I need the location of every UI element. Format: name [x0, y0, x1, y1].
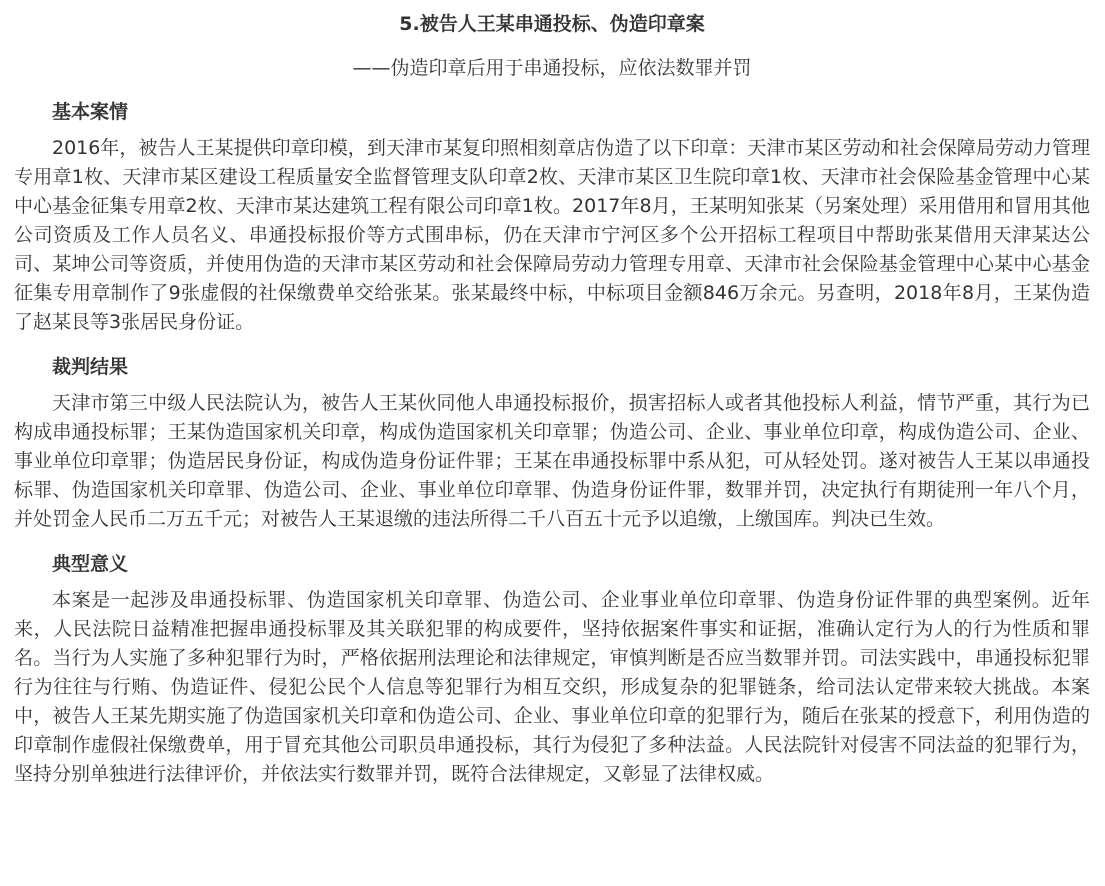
section-body-significance: 本案是一起涉及串通投标罪、伪造国家机关印章罪、伪造公司、企业事业单位印章罪、伪造身份证件罪的典型案例。近年来，人民法院日益精准把握串通投标罪及其关联犯罪的构成要件，坚持依据案件事实和证据，准确认定行为人的行为性质和罪名。当行为人实施了多种犯罪行为时，严格依据刑法理论和法律规定，审慎判断是否应当数罪并罚。司法实践中，串通投标犯罪行为往往与行贿、伪造证件、侵犯公民个人信息等犯罪行为相互交织，形成复杂的犯罪链条，给司法认定带来较大挑战。本案中，被告人王某先期实施了伪造国家机关印章和伪造公司、企业、事业单位印章的犯罪行为，随后在张某的授意下，利用伪造的印章制作虚假社保缴费单，用于冒充其他公司职员串通投标，其行为侵犯了多种法益。人民法院针对侵害不同法益的犯罪行为，坚持分别单独进行法律评价，并依法实行数罪并罚，既符合法律规定，又彰显了法律权威。 — [14, 589, 1090, 785]
section-heading-basic-facts: 基本案情 — [52, 101, 129, 123]
section-body-judgment: 天津市第三中级人民法院认为，被告人王某伙同他人串通投标报价，损害招标人或者其他投标人利益，情节严重，其行为已构成串通投标罪；王某伪造国家机关印章，构成伪造国家机关印章罪；伪造公司、企业、事业单位印章，构成伪造公司、企业、事业单位印章罪；伪造居民身份证，构成伪造身份证件罪；王某在串通投标罪中系从犯，可从轻处罚。遂对被告人王某以串通投标罪、伪造国家机关印章罪、伪造公司、企业、事业单位印章罪、伪造身份证件罪，数罪并罚，决定执行有期徒刑一年八个月，并处罚金人民币二万五千元；对被告人王某退缴的违法所得二千八百五十元予以追缴，上缴国库。判决已生效。 — [14, 392, 1090, 530]
section-body-basic-facts: 2016年，被告人王某提供印章印模，到天津市某复印照相刻章店伪造了以下印章：天津市某区劳动和社会保障局劳动力管理专用章1枚、天津市某区建设工程质量安全监督管理支队印章2枚、天津市某区卫生院印章1枚、天津市社会保险基金管理中心某中心基金征集专用章2枚、天津市某达建筑工程有限公司印章1枚。2017年8月，王某明知张某（另案处理）采用借用和冒用其他公司资质及工作人员名义、串通投标报价等方式围串标，仍在天津市宁河区多个公开招标工程项目中帮助张某借用天津某达公司、某坤公司等资质，并使用伪造的天津市某区劳动和社会保障局劳动力管理专用章、天津市社会保险基金管理中心某中心基金征集专用章制作了9张虚假的社保缴费单交给张某。张某最终中标，中标项目金额846万余元。另查明，2018年8月，王某伪造了赵某艮等3张居民身份证。 — [14, 137, 1090, 333]
article-subtitle: ——伪造印章后用于串通投标，应依法数罪并罚 — [352, 57, 752, 79]
article-title: 5.被告人王某串通投标、伪造印章案 — [399, 13, 705, 35]
section-heading-significance: 典型意义 — [52, 553, 129, 575]
section-heading-judgment: 裁判结果 — [52, 356, 129, 378]
